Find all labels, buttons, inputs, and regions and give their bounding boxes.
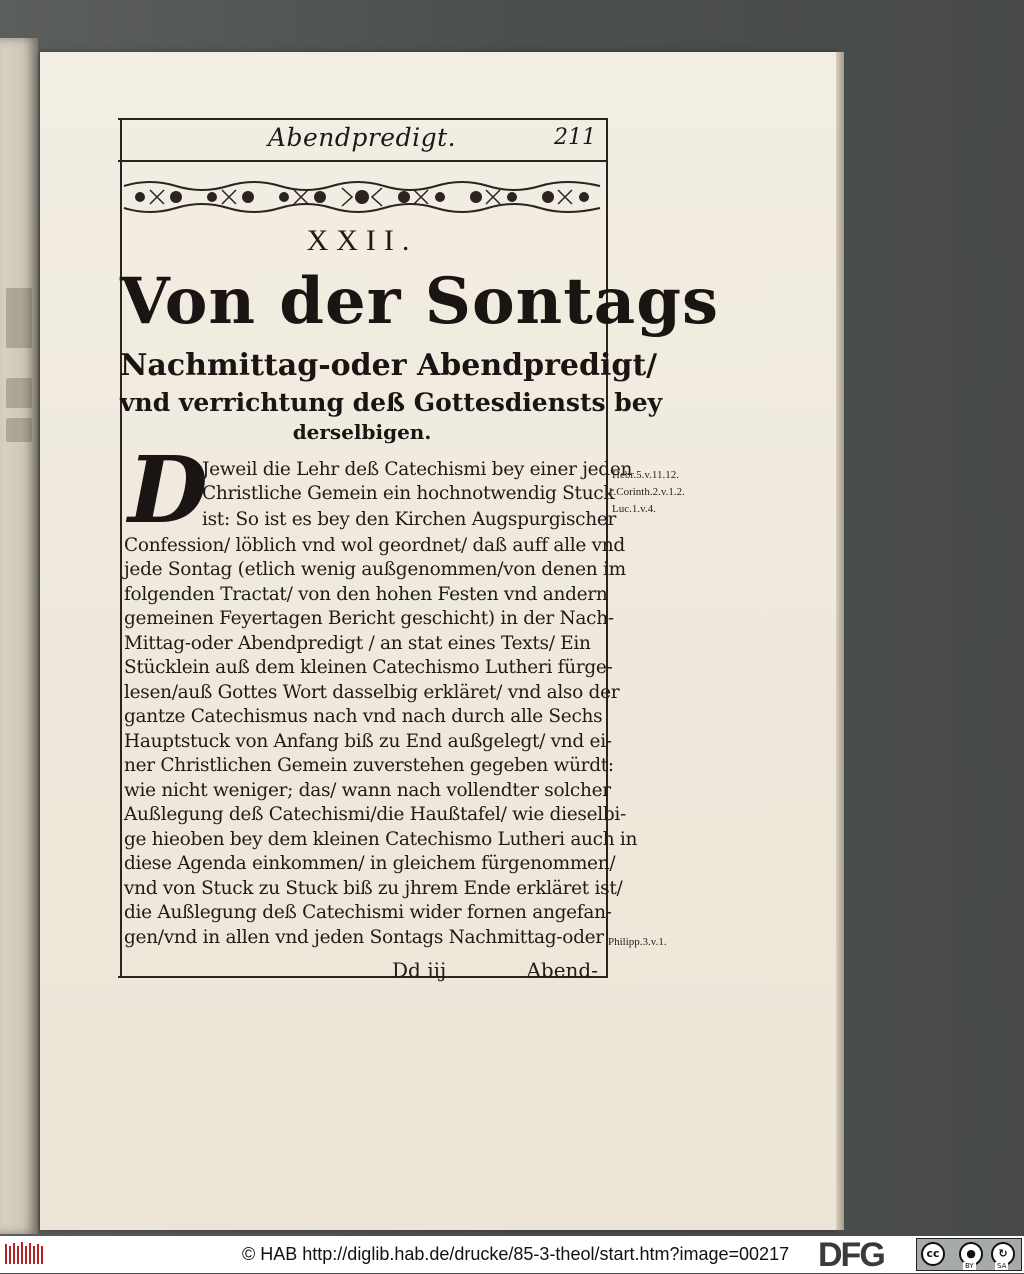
chapter-heading-line-2: Nachmittag-oder Abendpredigt/	[120, 348, 658, 383]
margin-reference: Philipp.3.v.1.	[608, 936, 667, 948]
body-line: gantze Catechismus nach vnd nach durch alle Sechs	[124, 706, 603, 727]
adjacent-page-edge	[0, 38, 38, 1234]
running-head	[120, 121, 604, 157]
sa-label: SA	[997, 1262, 1007, 1270]
body-line: wie nicht weniger; das/ wann nach vollendter solcher	[124, 780, 611, 801]
margin-reference: 1.Corinth.2.v.1.2.	[608, 486, 685, 498]
body-line: Außlegung deß Catechismi/die Haußtafel/ wie dieselbi-	[124, 804, 626, 825]
by-label: BY	[965, 1262, 974, 1270]
body-line: folgenden Tractat/ von den hohen Festen vnd andern	[124, 584, 608, 605]
signature-mark: Dd iij	[392, 958, 447, 982]
body-line: die Außlegung deß Catechismi wider fornen angefan-	[124, 902, 612, 923]
hab-library-icon[interactable]	[4, 1240, 44, 1268]
chapter-heading-line-4: derselbigen.	[292, 420, 432, 444]
chapter-heading-line-1: Von der Sontags	[120, 264, 719, 339]
top-rule	[118, 118, 608, 120]
body-line: Hauptstuck von Anfang biß zu End außgelegt/ vnd ei-	[124, 731, 612, 752]
page-foot	[120, 958, 604, 984]
running-title: Abendpredigt.	[267, 123, 457, 152]
head-rule	[118, 160, 608, 162]
body-line: Confession/ löblich vnd wol geordnet/ daß auff alle vnd	[124, 535, 625, 556]
body-line: ner Christlichen Gemein zuverstehen gegeben würdt:	[124, 755, 614, 776]
margin-reference: Hebr.5.v.11.12.	[612, 469, 680, 481]
page-number: 211	[554, 125, 596, 150]
body-line: lesen/auß Gottes Wort dasselbig erkläret/ vnd also der	[124, 682, 620, 703]
drop-cap: D	[128, 436, 208, 544]
chapter-number: XXII.	[306, 224, 418, 257]
body-line: diese Agenda einkommen/ in gleichem fürgenommen/	[124, 853, 616, 874]
body-line: Stücklein auß dem kleinen Catechismo Lutheri fürge-	[124, 657, 613, 678]
footer-bar	[0, 1236, 1024, 1273]
body-line: Mittag-oder Abendpredigt / an stat eines Texts/ Ein	[124, 633, 591, 654]
catchword: Abend-	[526, 958, 598, 982]
credit-link[interactable]: © HAB http://diglib.hab.de/drucke/85-3-theol/start.htm?image=00217	[242, 1244, 790, 1264]
body-line: Jeweil die Lehr deß Catechismi bey einer jeden	[202, 459, 633, 480]
margin-reference: Luc.1.v.4.	[612, 503, 656, 515]
chapter-heading-line-3: vnd verrichtung deß Gottesdiensts bey	[120, 388, 663, 417]
person-icon: ●	[959, 1242, 983, 1266]
body-line: gemeinen Feyertagen Bericht geschicht) in der Nach-	[124, 608, 614, 629]
body-line: gen/vnd in allen vnd jeden Sontags Nachmittag-oder	[124, 927, 604, 948]
body-line: ist: So ist es bey den Kirchen Augspurgischer	[202, 509, 617, 530]
body-line: vnd von Stuck zu Stuck biß zu jhrem Ende erkläret ist/	[124, 878, 623, 899]
share-alike-icon: ↻	[991, 1242, 1015, 1266]
ornament-band	[120, 176, 604, 218]
cc-license-badge[interactable]	[916, 1238, 1022, 1271]
body-line: Christliche Gemein ein hochnotwendig Stuck	[202, 483, 615, 504]
dfg-logo[interactable]: DFG	[818, 1236, 884, 1274]
body-line: ge hieoben bey dem kleinen Catechismo Lutheri auch in	[124, 829, 638, 850]
cc-icon: cc	[921, 1242, 945, 1266]
body-line: jede Sontag (etlich wenig außgenommen/von denen im	[124, 559, 626, 580]
page-edge-shadow	[836, 52, 844, 1230]
